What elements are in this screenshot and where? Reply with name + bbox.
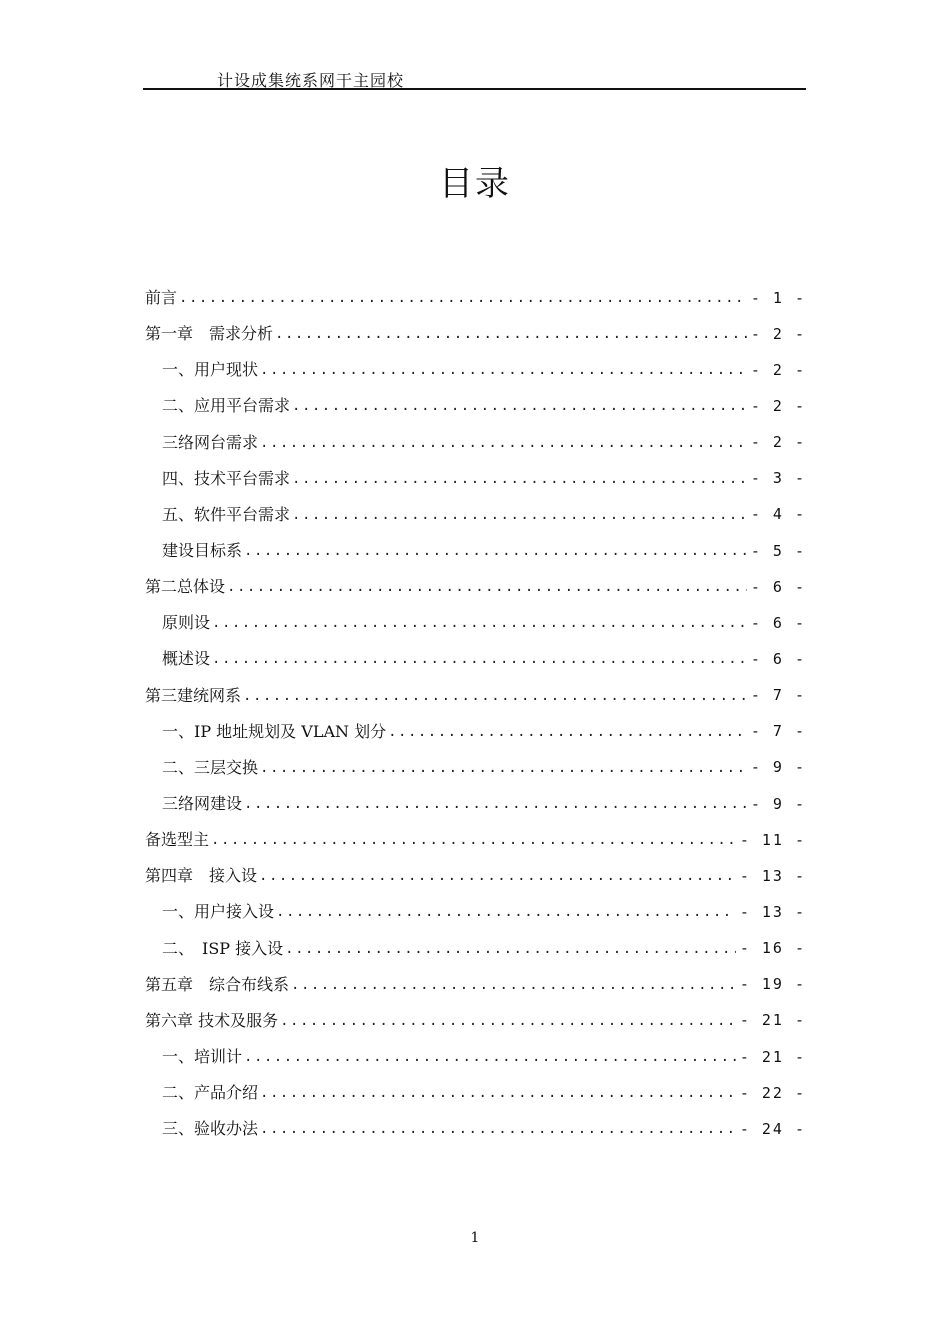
toc-entry[interactable] — [145, 858, 806, 894]
toc-entry[interactable] — [145, 714, 806, 750]
toc-entry-page: - 19 - — [739, 975, 806, 994]
toc-entry-label: 四、技术平台需求 — [162, 468, 291, 488]
toc-entry-label: 建设目标系 — [162, 541, 243, 561]
toc-dot-leader — [292, 472, 747, 486]
toc-dot-leader — [244, 544, 747, 558]
table-of-contents — [145, 280, 806, 1147]
toc-dot-leader — [259, 869, 736, 883]
toc-entry[interactable] — [145, 894, 806, 930]
toc-entry-page: - 21 - — [739, 1011, 806, 1030]
toc-dot-leader — [244, 797, 747, 811]
toc-dot-leader — [260, 1122, 736, 1136]
toc-entry-page: - 9 - — [750, 794, 806, 813]
toc-entry-label: 概述设 — [162, 649, 211, 669]
toc-entry-page: - 2 - — [750, 360, 806, 379]
toc-entry[interactable] — [145, 750, 806, 786]
toc-entry[interactable] — [145, 967, 806, 1003]
toc-entry[interactable] — [145, 569, 806, 605]
toc-entry-label: 第六章 技术及服务 — [145, 1010, 279, 1030]
toc-entry[interactable] — [145, 678, 806, 714]
toc-dot-leader — [260, 436, 747, 450]
toc-dot-leader — [244, 1050, 736, 1064]
toc-entry-page: - 6 - — [750, 649, 806, 668]
toc-entry-page: - 2 - — [750, 433, 806, 452]
toc-entry[interactable] — [145, 641, 806, 677]
toc-entry-page: - 7 - — [750, 722, 806, 741]
toc-entry-label: 二、产品介绍 — [162, 1083, 259, 1103]
toc-dot-leader — [212, 652, 747, 666]
toc-entry[interactable] — [145, 822, 806, 858]
toc-entry-label: 三、验收办法 — [162, 1119, 259, 1139]
toc-entry-page: - 13 - — [739, 866, 806, 885]
toc-entry-page: - 7 - — [750, 686, 806, 705]
toc-entry[interactable] — [145, 316, 806, 352]
toc-entry-label: 第一章 需求分析 — [145, 324, 274, 344]
toc-entry-page: - 2 - — [750, 396, 806, 415]
toc-entry-label: 一、培训计 — [162, 1047, 243, 1067]
toc-dot-leader — [243, 689, 747, 703]
page-number: 1 — [470, 1230, 480, 1246]
toc-entry-label: 第三建统网系 — [145, 685, 242, 705]
toc-entry-page: - 6 - — [750, 613, 806, 632]
toc-entry[interactable] — [145, 1111, 806, 1147]
toc-entry[interactable] — [145, 388, 806, 424]
toc-entry[interactable] — [145, 497, 806, 533]
toc-entry-page: - 11 - — [739, 830, 806, 849]
toc-entry[interactable] — [145, 605, 806, 641]
header-rule — [143, 88, 806, 90]
toc-entry-label: 备选型主 — [145, 830, 210, 850]
toc-entry-label: 第五章 综合布线系 — [145, 974, 290, 994]
toc-entry-label: 二、 ISP 接入设 — [162, 938, 284, 958]
toc-dot-leader — [280, 1014, 736, 1028]
toc-entry[interactable] — [145, 461, 806, 497]
page-title: 目录 — [439, 164, 511, 204]
toc-entry[interactable] — [145, 931, 806, 967]
toc-entry-page: - 21 - — [739, 1047, 806, 1066]
toc-dot-leader — [179, 291, 747, 305]
toc-entry-page: - 3 - — [750, 469, 806, 488]
toc-dot-leader — [388, 725, 747, 739]
toc-dot-leader — [212, 616, 747, 630]
toc-dot-leader — [291, 978, 736, 992]
toc-entry-page: - 13 - — [739, 902, 806, 921]
toc-entry-label: 前言 — [145, 288, 178, 308]
toc-entry-label: 一、用户现状 — [162, 360, 259, 380]
running-header: 计设成集统系网干主园校 — [217, 71, 405, 90]
toc-dot-leader — [292, 399, 747, 413]
toc-entry-page: - 1 - — [750, 288, 806, 307]
toc-entry-label: 原则设 — [162, 613, 211, 633]
toc-entry-page: - 24 - — [739, 1119, 806, 1138]
toc-dot-leader — [292, 508, 747, 522]
toc-entry[interactable] — [145, 1075, 806, 1111]
toc-entry[interactable] — [145, 533, 806, 569]
toc-entry-page: - 5 - — [750, 541, 806, 560]
toc-entry-label: 一、IP 地址规划及 VLAN 划分 — [162, 721, 387, 741]
toc-dot-leader — [276, 905, 736, 919]
toc-entry-label: 二、应用平台需求 — [162, 396, 291, 416]
toc-entry-label: 第四章 接入设 — [145, 866, 258, 886]
toc-entry-page: - 22 - — [739, 1083, 806, 1102]
toc-entry[interactable] — [145, 786, 806, 822]
toc-entry-page: - 2 - — [750, 324, 806, 343]
toc-entry[interactable] — [145, 352, 806, 388]
toc-entry-page: - 4 - — [750, 505, 806, 524]
toc-entry-label: 一、用户接入设 — [162, 902, 275, 922]
toc-entry-page: - 6 - — [750, 577, 806, 596]
toc-entry-page: - 9 - — [750, 758, 806, 777]
toc-dot-leader — [227, 580, 747, 594]
toc-entry-label: 第二总体设 — [145, 577, 226, 597]
toc-dot-leader — [275, 327, 747, 341]
toc-entry[interactable] — [145, 1003, 806, 1039]
toc-dot-leader — [260, 1086, 736, 1100]
toc-entry-page: - 16 - — [739, 939, 806, 958]
toc-entry[interactable] — [145, 1039, 806, 1075]
toc-entry-label: 五、软件平台需求 — [162, 504, 291, 524]
toc-entry-label: 二、三层交换 — [162, 757, 259, 777]
toc-entry-label: 三络网台需求 — [162, 432, 259, 452]
toc-dot-leader — [211, 833, 736, 847]
toc-entry-label: 三络网建设 — [162, 794, 243, 814]
toc-entry[interactable] — [145, 280, 806, 316]
toc-dot-leader — [260, 761, 747, 775]
toc-dot-leader — [285, 942, 736, 956]
toc-dot-leader — [260, 363, 747, 377]
toc-entry[interactable] — [145, 425, 806, 461]
